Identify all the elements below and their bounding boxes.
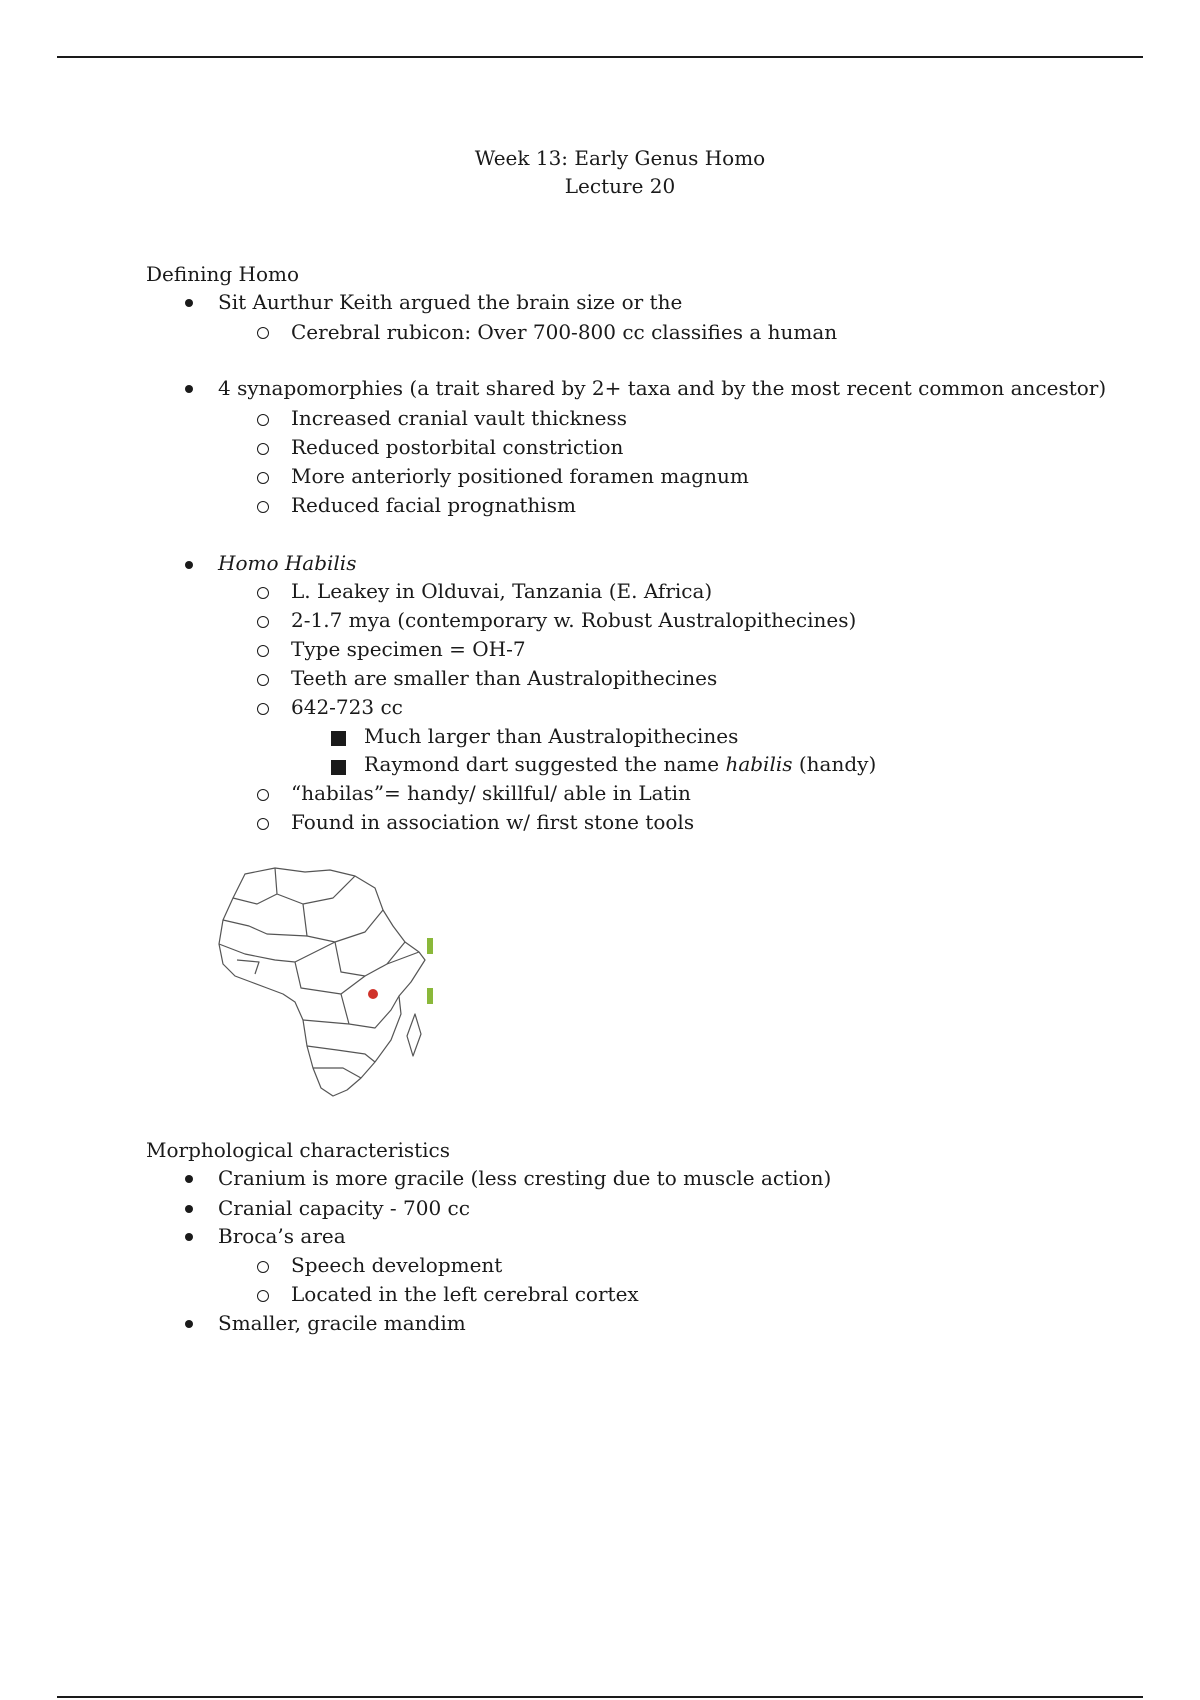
list-item: 4 synapomorphies (a trait shared by 2+ taxa and by the most recent common ancestor) [218,376,1107,400]
lecture-subtitle: Lecture 20 [564,174,676,198]
bullet [185,1205,193,1213]
bullet [257,789,269,801]
olduvai-marker [368,989,378,999]
section-heading-morphology: Morphological characteristics [146,1138,451,1162]
list-item: L. Leakey in Olduvai, Tanzania (E. Africa) [291,579,713,603]
bullet [185,385,193,393]
bullet [185,299,193,307]
bullet [257,501,269,513]
bottom-rule [57,1696,1143,1698]
bullet [331,760,346,775]
bullet [257,443,269,455]
list-item: Reduced facial prognathism [291,493,576,517]
bullet [185,561,193,569]
map-tag [427,988,433,1004]
bullet [185,1175,193,1183]
list-item: 642-723 cc [291,695,403,719]
bullet [257,616,269,628]
africa-map-icon [215,864,447,1104]
bullet [257,818,269,830]
list-item: More anteriorly positioned foramen magnum [291,464,749,488]
list-item: “habilas”= handy/ skillful/ able in Latin [291,781,691,805]
list-item: Broca’s area [218,1224,346,1248]
bullet [257,703,269,715]
list-item: Found in association w/ first stone tools [291,810,695,834]
list-item: Type specimen = OH-7 [291,637,526,661]
bullet [185,1233,193,1241]
map-tag [427,938,433,954]
list-item: Increased cranial vault thickness [291,406,627,430]
bullet [257,674,269,686]
bullet [257,472,269,484]
list-item: Teeth are smaller than Australopithecines [291,666,718,690]
bullet [257,414,269,426]
list-item: Located in the left cerebral cortex [291,1282,639,1306]
list-item: Cranium is more gracile (less cresting due to muscle action) [218,1166,832,1190]
list-item: Cerebral rubicon: Over 700-800 cc classifies a human [291,320,838,344]
bullet [331,731,346,746]
list-item: Cranial capacity - 700 cc [218,1196,470,1220]
bullet [257,587,269,599]
list-item: Raymond dart suggested the name habilis (handy) [364,752,877,776]
list-item: Speech development [291,1253,503,1277]
bullet [257,1261,269,1273]
bullet [257,327,269,339]
bullet [257,1290,269,1302]
list-item: Much larger than Australopithecines [364,724,739,748]
list-item: Sit Aurthur Keith argued the brain size or the [218,290,683,314]
page-title: Week 13: Early Genus Homo [474,146,766,170]
list-item: Smaller, gracile mandim [218,1311,466,1335]
list-item: 2-1.7 mya (contemporary w. Robust Australopithecines) [291,608,857,632]
top-rule [57,56,1143,58]
section-heading-defining-homo: Defining Homo [146,262,300,286]
list-item: Reduced postorbital constriction [291,435,624,459]
list-item-homo-habilis: Homo Habilis [218,551,357,575]
bullet [185,1320,193,1328]
bullet [257,645,269,657]
